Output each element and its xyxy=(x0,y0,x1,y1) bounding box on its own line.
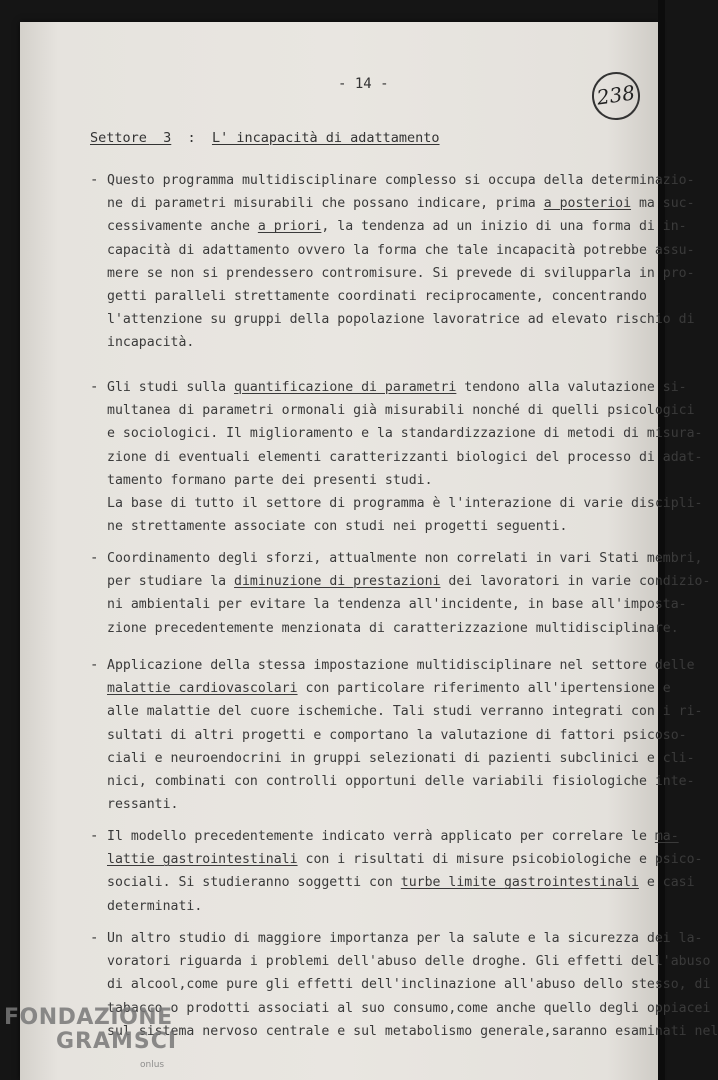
text-segment: Il modello precedentemente indicato verrà applicato per correlare le xyxy=(107,829,655,844)
heading-colon: : xyxy=(187,130,196,146)
text-line xyxy=(107,403,695,419)
text-line xyxy=(107,728,687,744)
underlined-term: lattie gastrointestinali xyxy=(107,852,298,868)
text-line xyxy=(107,219,687,235)
text-line xyxy=(107,380,687,396)
text-segment: di alcool,come pure gli effetti dell'inclinazione all'abuso dello stesso, di xyxy=(107,977,711,993)
text-line xyxy=(107,621,679,637)
text-line xyxy=(107,774,695,790)
text-line xyxy=(107,450,702,466)
text-line xyxy=(107,931,702,947)
text-segment: nici, combinati con controlli opportuni delle variabili fisiologiche inte- xyxy=(107,774,695,789)
underlined-term: ma- xyxy=(654,829,679,844)
text-line xyxy=(107,173,695,189)
text-segment: con i risultati di misure psicobiologiche e psico- xyxy=(297,852,703,868)
underlined-term: turbe limite gastrointestinali xyxy=(400,875,639,891)
underlined-term: a priori xyxy=(257,219,322,235)
paragraph-dash: - xyxy=(90,657,99,673)
text-segment: Questo programma multidisciplinare complesso si occupa della determinazio- xyxy=(107,173,695,188)
text-segment: , la tendenza ad un inizio di una forma di in- xyxy=(321,219,687,235)
text-line xyxy=(107,899,202,915)
text-line xyxy=(107,473,433,489)
section-heading xyxy=(90,130,440,146)
text-segment: multanea di parametri ormonali già misurabili nonché di quelli psicologici xyxy=(107,403,695,419)
heading-title: L' incapacità di adattamento xyxy=(211,130,440,146)
text-segment: per studiare la xyxy=(107,574,235,590)
text-segment: ni ambientali per evitare la tendenza all'incidente, in base all'imposta- xyxy=(107,597,687,613)
text-line xyxy=(107,829,679,845)
paragraph-dash: - xyxy=(90,828,99,844)
text-line xyxy=(107,426,702,442)
text-line xyxy=(107,875,695,891)
paragraph-dash: - xyxy=(90,930,99,946)
scan-edge xyxy=(658,0,665,1080)
paragraph-dash: - xyxy=(90,550,99,566)
text-segment: ma suc- xyxy=(631,196,695,212)
text-segment: determinati. xyxy=(107,898,203,914)
underlined-term: malattie cardiovascolari xyxy=(107,681,298,697)
text-segment: capacità di adattamento ovvero la forma che tale incapacità potrebbe assu- xyxy=(107,242,695,258)
paragraph-dash: - xyxy=(90,379,99,395)
text-line xyxy=(107,751,695,767)
text-line xyxy=(107,597,687,613)
text-line xyxy=(107,977,710,993)
text-segment: getti paralleli strettamente coordinati reciprocamente, concentrando xyxy=(107,289,647,304)
text-line xyxy=(107,312,695,328)
watermark-line2: GRAMSCI xyxy=(56,1029,178,1054)
page-number: - 14 - xyxy=(338,76,389,92)
text-line xyxy=(107,551,702,567)
text-line xyxy=(107,496,702,512)
text-segment: voratori riguarda i problemi dell'abuso delle droghe. Gli effetti dell'abuso xyxy=(107,954,711,970)
text-segment: dei lavoratori in varie condizio- xyxy=(440,574,711,590)
text-line xyxy=(107,852,702,868)
text-segment: Coordinamento degli sforzi, attualmente non correlati in vari Stati membri, xyxy=(107,551,703,566)
text-segment: sociali. Si studieranno soggetti con xyxy=(107,875,401,891)
watermark-line1: FONDAZIONE xyxy=(4,1005,173,1030)
text-segment: l'attenzione su gruppi della popolazione lavoratrice ad elevato rischio di xyxy=(107,312,695,328)
text-line xyxy=(107,681,671,697)
text-segment: con particolare riferimento all'ipertensione e xyxy=(297,681,671,697)
watermark-line3: onlus xyxy=(140,1060,165,1070)
text-segment: ciali e neuroendocrini in gruppi selezionati di pazienti subclinici e cli- xyxy=(107,750,695,766)
text-line xyxy=(107,574,710,590)
text-segment: ressanti. xyxy=(107,797,179,813)
text-line xyxy=(107,704,702,720)
text-line xyxy=(107,335,194,351)
text-segment: zione di eventuali elementi caratterizzanti biologici del processo di adat- xyxy=(107,449,703,465)
text-line xyxy=(107,243,695,259)
text-segment: tamento formano parte dei presenti studi. xyxy=(107,472,433,488)
text-segment: sul sistema nervoso centrale e sul metabolismo generale,saranno esaminati nel xyxy=(107,1023,718,1039)
text-segment: La base di tutto il settore di programma è l'interazione di varie discipli- xyxy=(107,496,703,511)
text-segment: tabacco o prodotti associati al suo consumo,come anche quello degli oppiacei xyxy=(107,1000,711,1016)
text-line xyxy=(107,1001,710,1017)
stamp-number: 238 xyxy=(595,80,637,110)
text-segment: e casi xyxy=(638,875,695,891)
text-segment: Un altro studio di maggiore importanza per la salute e la sicurezza dei la- xyxy=(107,931,703,946)
heading-sector: Settore 3 xyxy=(90,130,172,146)
text-line xyxy=(107,519,568,535)
text-segment: zione precedentemente menzionata di caratterizzazione multidisciplinare. xyxy=(107,620,679,636)
text-segment: Applicazione della stessa impostazione multidisciplinare nel settore delle xyxy=(107,658,695,673)
underlined-term: a posterioi xyxy=(543,196,632,212)
text-segment: incapacità. xyxy=(107,335,195,351)
text-segment: ne di parametri misurabili che possano indicare, prima xyxy=(107,196,544,212)
text-segment: ne strettamente associate con studi nei progetti seguenti. xyxy=(107,519,568,535)
watermark-logo xyxy=(4,1005,178,1080)
text-segment: alle malattie del cuore ischemiche. Tali studi verranno integrati con i ri- xyxy=(107,704,703,720)
text-segment: tendono alla valutazione si- xyxy=(456,380,687,395)
text-line xyxy=(107,1024,718,1040)
text-segment: mere se non si prendessero contromisure. Si prevede di svilupparla in pro- xyxy=(107,265,695,281)
text-line xyxy=(107,797,178,813)
text-line xyxy=(107,266,695,282)
paragraph-dash: - xyxy=(90,172,99,188)
text-segment: Gli studi sulla xyxy=(107,380,235,395)
text-segment: cessivamente anche xyxy=(107,219,258,235)
text-line xyxy=(107,954,710,970)
text-line xyxy=(107,289,647,305)
text-line xyxy=(107,196,695,212)
underlined-term: diminuzione di prestazioni xyxy=(234,574,441,590)
text-segment: e sociologici. Il miglioramento e la standardizzazione di metodi di misura- xyxy=(107,426,703,442)
text-line xyxy=(107,658,695,674)
text-segment: sultati di altri progetti e comportano la valutazione di fattori psicoso- xyxy=(107,727,687,743)
underlined-term: quantificazione di parametri xyxy=(234,380,457,395)
